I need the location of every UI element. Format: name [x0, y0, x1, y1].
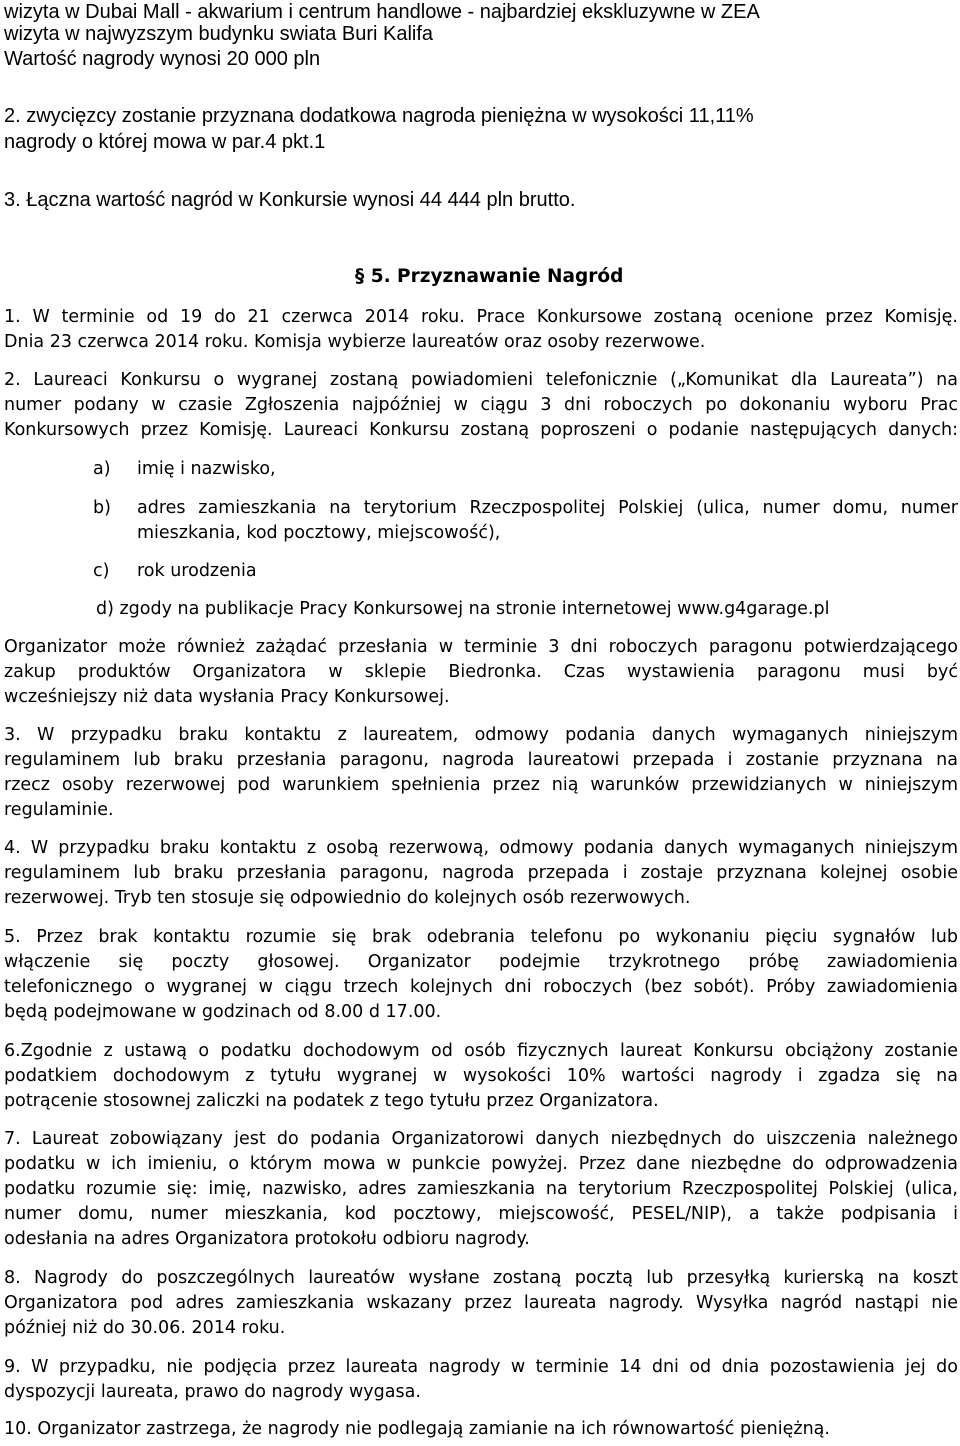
intro-line-2: wizyta w najwyzszym budynku swiata Buri Kalifa: [4, 23, 434, 45]
list-item-b-line-2: mieszkania, kod pocztowy, miejscowość),: [137, 523, 501, 543]
s3-line-1: 3. W przypadku braku kontaktu z laureatem, odmowy podania danych wymaganych niniejszym: [4, 725, 958, 745]
s5-line-3: telefonicznego o wygranej w ciągu trzech kolejnych dni roboczych (bez sobót). Próby zawiadomienia: [4, 977, 958, 997]
list-item-a: imię i nazwisko,: [137, 459, 276, 479]
s9-line-1: 9. W przypadku, nie podjęcia przez laureata nagrody w terminie 14 dni od dnia pozostawienia jej do: [4, 1357, 958, 1377]
org-line-1: Organizator może również zażądać przesłania w terminie 3 dni roboczych paragonu potwierdzającego: [4, 637, 958, 657]
list-item-b-line-1: adres zamieszkania na terytorium Rzeczpospolitej Polskiej (ulica, numer domu, numer: [137, 498, 958, 518]
intro-point-3: 3. Łączna wartość nagród w Konkursie wynosi 44 444 pln brutto.: [4, 189, 576, 211]
section-heading: § 5. Przyznawanie Nagród: [355, 266, 624, 287]
s8-line-2: Organizatora pod adres zamieszkania wskazany przez laureata nagrody. Wysyłka nagród nastąpi nie: [4, 1293, 958, 1313]
s6-line-3: potrącenie stosownej zaliczki na podatek z tego tytułu przez Organizatora.: [4, 1091, 659, 1111]
s8-line-3: później niż do 30.06. 2014 roku.: [4, 1318, 286, 1338]
s7-line-2: podatku w ich imieniu, o którym mowa w punkcie powyżej. Przez dane niezbędne do odprowadzenia: [4, 1154, 958, 1174]
s3-line-4: regulaminie.: [4, 800, 114, 820]
list-letter-b: b): [93, 498, 111, 518]
s7-line-5: odesłania na adres Organizatora protokołu odbioru nagrody.: [4, 1229, 530, 1249]
s7-line-3: podatku rozumie się: imię, nazwisko, adres zamieszkania na terytorium Rzeczpospolitej Polskiej (ulica,: [4, 1179, 958, 1199]
s8-line-1: 8. Nagrody do poszczególnych laureatów wysłane zostaną pocztą lub przesyłką kurierską na koszt: [4, 1268, 958, 1288]
s7-line-1: 7. Laureat zobowiązany jest do podania Organizatorowi danych niezbędnych do uiszczenia należnego: [4, 1129, 958, 1149]
s9-line-2: dyspozycji laureata, prawo do nagrody wygasa.: [4, 1382, 421, 1402]
list-letter-a: a): [93, 459, 111, 479]
s10-line: 10. Organizator zastrzega, że nagrody nie podlegają zamianie na ich równowartość pieniężną.: [4, 1419, 830, 1439]
s5-line-2: włączenie się poczty głosowej. Organizator podejmie trzykrotnego próbę zawiadomienia: [4, 952, 958, 972]
s6-line-2: podatkiem dochodowym z tytułu wygranej w wysokości 10% wartości nagrody i zgadza się na: [4, 1066, 958, 1086]
s4-line-2: regulaminem lub braku przesłania paragonu, nagroda przepada i zostaje przyznana kolejnej osobie: [4, 863, 958, 883]
s2-line-2: numer podany w czasie Zgłoszenia najpóźniej w ciągu 3 dni roboczych po dokonaniu wyboru Prac: [4, 395, 958, 415]
intro-point-2-line-1: 2. zwycięzcy zostanie przyznana dodatkowa nagroda pieniężna w wysokości 11,11%: [4, 105, 754, 127]
list-letter-c: c): [93, 561, 110, 581]
s1-line-2: Dnia 23 czerwca 2014 roku. Komisja wybierze laureatów oraz osoby rezerwowe.: [4, 332, 706, 352]
s5-line-1: 5. Przez brak kontaktu rozumie się brak odebrania telefonu po wykonaniu pięciu sygnałów lub: [4, 927, 958, 947]
prize-value-line: Wartość nagrody wynosi 20 000 pln: [4, 48, 321, 70]
s2-line-1: 2. Laureaci Konkursu o wygranej zostaną powiadomieni telefonicznie („Komunikat dla Laureata”) na: [4, 370, 958, 390]
s7-line-4: numer domu, numer mieszkania, kod pocztowy, miejscowość, PESEL/NIP), a także podpisania i: [4, 1204, 958, 1224]
s1-line-1: 1. W terminie od 19 do 21 czerwca 2014 roku. Prace Konkursowe zostaną ocenione przez Komisję.: [4, 307, 958, 327]
intro-line-1: wizyta w Dubai Mall - akwarium i centrum handlowe - najbardziej ekskluzywne w ZEA: [4, 1, 760, 23]
s6-line-1: 6.Zgodnie z ustawą o podatku dochodowym od osób fizycznych laureat Konkursu obciążony zostanie: [4, 1041, 958, 1061]
s3-line-3: rzecz osoby rezerwowej pod warunkiem spełnienia przez nią warunków przewidzianych w niniejszym: [4, 775, 958, 795]
s2-line-3: Konkursowych przez Komisję. Laureaci Konkursu zostaną poproszeni o podanie następujących danych:: [4, 420, 958, 440]
s3-line-2: regulaminem lub braku przesłania paragonu, nagroda laureatowi przepada i zostanie przyznana na: [4, 750, 958, 770]
s4-line-3: rezerwowej. Tryb ten stosuje się odpowiednio do kolejnych osób rezerwowych.: [4, 888, 691, 908]
s4-line-1: 4. W przypadku braku kontaktu z osobą rezerwową, odmowy podania danych wymaganych niniejszym: [4, 838, 958, 858]
intro-point-2-line-2: nagrody o której mowa w par.4 pkt.1: [4, 131, 326, 153]
list-item-c: rok urodzenia: [137, 561, 257, 581]
list-item-d: d) zgody na publikacje Pracy Konkursowej na stronie internetowej www.g4garage.pl: [96, 599, 830, 619]
org-line-3: wcześniejszy niż data wysłania Pracy Konkursowej.: [4, 687, 450, 707]
org-line-2: zakup produktów Organizatora w sklepie Biedronka. Czas wystawienia paragonu musi być: [4, 662, 958, 682]
s5-line-4: będą podejmowane w godzinach od 8.00 d 17.00.: [4, 1002, 442, 1022]
